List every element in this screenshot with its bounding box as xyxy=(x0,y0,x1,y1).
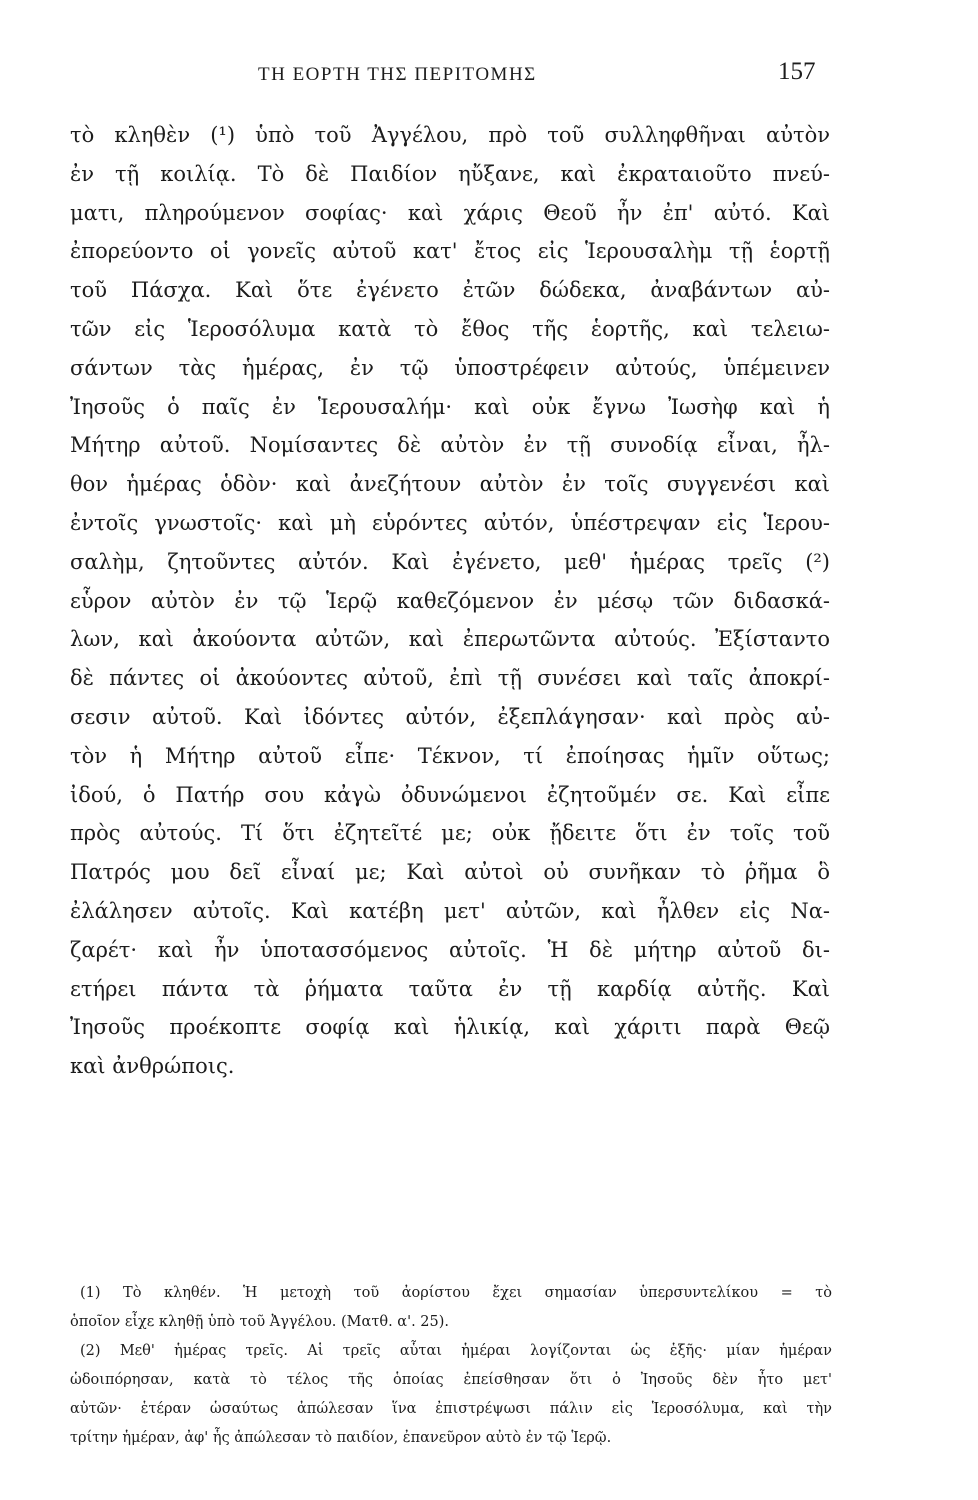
page-number: 157 xyxy=(778,58,816,85)
text-line: τῶν εἰς Ἱεροσόλυμα κατὰ τὸ ἔθος τῆς ἑορτῆς, καὶ τελειω- xyxy=(70,316,830,341)
footnote-line: ὁποῖον εἶχε κληθῇ ὑπὸ τοῦ Ἀγγέλου. (Ματθ. α'. 25). xyxy=(70,1314,450,1330)
text-line: Ἰησοῦς προέκοπτε σοφίᾳ καὶ ἡλικίᾳ, καὶ χάριτι παρὰ Θεῷ xyxy=(70,1015,830,1040)
text-line: ετήρει πάντα τὰ ῥήματα ταῦτα ἐν τῇ καρδίᾳ αὐτῆς. Καὶ xyxy=(70,976,830,1001)
footnote-line: τρίτην ἡμέραν, ἀφ' ἧς ἀπώλεσαν τὸ παιδίον, ἐπανεῦρον αὐτὸ ἐν τῷ Ἱερῷ. xyxy=(70,1430,612,1446)
text-line: ἐπορεύοντο οἱ γονεῖς αὐτοῦ κατ' ἔτος εἰς Ἱερουσαλὴμ τῇ ἑορτῇ xyxy=(70,239,830,264)
text-line: τὸν ἡ Μήτηρ αὐτοῦ εἶπε· Τέκνον, τί ἐποίησας ἡμῖν οὕτως; xyxy=(70,743,830,768)
text-line: τοῦ Πάσχα. Καὶ ὅτε ἐγένετο ἐτῶν δώδεκα, ἀναβάντων αὐ- xyxy=(70,278,830,303)
text-line: ζαρέτ· καὶ ἦν ὑποτασσόμενος αὐτοῖς. Ἡ δὲ μήτηρ αὐτοῦ δι- xyxy=(70,937,830,962)
text-line: σαλὴμ, ζητοῦντες αὐτόν. Καὶ ἐγένετο, μεθ' ἡμέρας τρεῖς (²) xyxy=(70,549,830,574)
footnote-line: (1) Τὸ κληθέν. Ἡ μετοχὴ τοῦ ἀορίστου ἔχει σημασίαν ὑπερσυντελίκου = τὸ xyxy=(80,1285,832,1301)
text-line: ματι, πληρούμενον σοφίας· καὶ χάρις Θεοῦ ἦν ἐπ' αὐτό. Καὶ xyxy=(70,200,830,225)
text-line: πρὸς αὐτούς. Τί ὅτι ἐζητεῖτέ με; οὐκ ᾔδειτε ὅτι ἐν τοῖς τοῦ xyxy=(70,821,830,846)
footnote-line: ὡδοιπόρησαν, κατὰ τὸ τέλος τῆς ὁποίας ἐπείσθησαν ὅτι ὁ Ἰησοῦς δὲν ἦτο μετ' xyxy=(70,1372,832,1388)
footnote-line: αὐτῶν· ἑτέραν ὡσαύτως ἀπώλεσαν ἵνα ἐπιστρέψωσι πάλιν εἰς Ἱεροσόλυμα, καὶ τὴν xyxy=(70,1401,832,1417)
text-line: δὲ πάντες οἱ ἀκούοντες αὐτοῦ, ἐπὶ τῇ συνέσει καὶ ταῖς ἀποκρί- xyxy=(70,666,830,691)
text-line: εὗρον αὐτὸν ἐν τῷ Ἱερῷ καθεζόμενον ἐν μέσῳ τῶν διδασκά- xyxy=(70,588,830,613)
running-title: ΤΗ ΕΟΡΤΗ ΤΗΣ ΠΕΡΙΤΟΜΗΣ xyxy=(258,64,537,85)
text-line: καὶ ἀνθρώποις. xyxy=(70,1054,235,1079)
text-line: σάντων τὰς ἡμέρας, ἐν τῷ ὑποστρέφειν αὐτούς, ὑπέμεινεν xyxy=(70,355,830,380)
text-line: ἐν τῇ κοιλίᾳ. Τὸ δὲ Παιδίον ηὔξανε, καὶ ἐκραταιοῦτο πνεύ- xyxy=(70,161,830,186)
text-line: ἰδού, ὁ Πατήρ σου κἀγὼ ὀδυνώμενοι ἐζητοῦμέν σε. Καὶ εἶπε xyxy=(70,782,830,807)
text-line: Πατρός μου δεῖ εἶναί με; Καὶ αὐτοὶ οὐ συνῆκαν τὸ ῥῆμα ὃ xyxy=(70,860,830,885)
footnote-line: (2) Μεθ' ἡμέρας τρεῖς. Αἱ τρεῖς αὗται ἡμέραι λογίζονται ὡς ἑξῆς· μίαν ἡμέραν xyxy=(80,1343,832,1359)
text-line: λων, καὶ ἀκούοντα αὐτῶν, καὶ ἐπερωτῶντα αὐτούς. Ἐξίσταντο xyxy=(70,627,830,652)
text-line: Μήτηρ αὐτοῦ. Νομίσαντες δὲ αὐτὸν ἐν τῇ συνοδίᾳ εἶναι, ἦλ- xyxy=(70,433,830,458)
footnotes xyxy=(70,1279,832,1453)
main-text xyxy=(70,116,830,1086)
text-line: θον ἡμέρας ὁδὸν· καὶ ἀνεζήτουν αὐτὸν ἐν τοῖς συγγενέσι καὶ xyxy=(70,472,830,497)
text-line: τὸ κληθὲν (¹) ὑπὸ τοῦ Ἀγγέλου, πρὸ τοῦ συλληφθῆναι αὐτὸν xyxy=(70,123,830,147)
text-line: ἐντοῖς γνωστοῖς· καὶ μὴ εὑρόντες αὐτόν, ὑπέστρεψαν εἰς Ἱερου- xyxy=(70,510,830,535)
text-line: Ἰησοῦς ὁ παῖς ἐν Ἱερουσαλήμ· καὶ οὐκ ἔγνω Ἰωσὴφ καὶ ἡ xyxy=(70,394,830,419)
text-line: σεσιν αὐτοῦ. Καὶ ἰδόντες αὐτόν, ἐξεπλάγησαν· καὶ πρὸς αὐ- xyxy=(70,704,830,729)
text-line: ἐλάλησεν αὐτοῖς. Καὶ κατέβη μετ' αὐτῶν, καὶ ἦλθεν εἰς Να- xyxy=(70,898,830,923)
